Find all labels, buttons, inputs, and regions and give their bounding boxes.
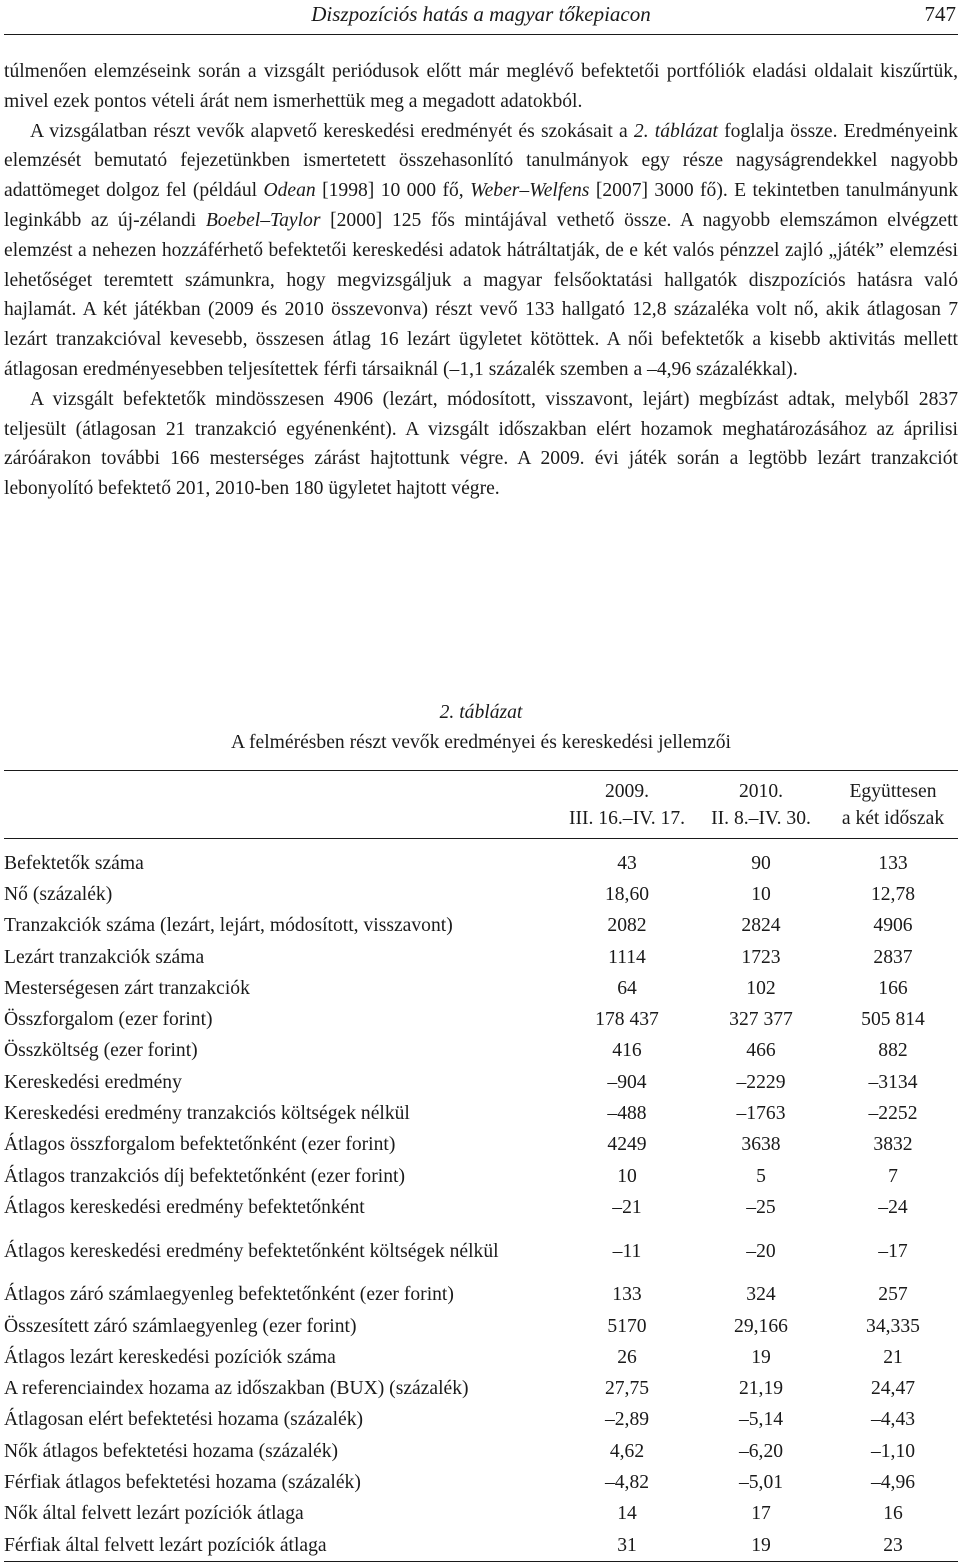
value-combined: 7 [888, 1165, 898, 1187]
value-2010: 2824 [741, 915, 781, 937]
paragraph-1: túlmenően elemzéseink során a vizsgált periódusok előtt már meglévő befektetői portfóliók eladási oldalait kiszűrtük, mivel ezek pontos vételi árát nem ismerhettük meg a megadott adatokból. [4, 61, 958, 112]
value-2010: 19 [751, 1534, 771, 1556]
table-header-row [4, 771, 958, 839]
value-2009: 4,62 [609, 1440, 645, 1462]
header-2010: 2010. II. 8.–IV. 30. [711, 781, 811, 829]
value-2010: 21,19 [738, 1378, 784, 1400]
row-label: Átlagos záró számlaegyenleg befektetőnként (ezer forint) [4, 1284, 454, 1306]
value-2009: 31 [617, 1534, 637, 1556]
value-combined: 133 [878, 852, 908, 874]
value-2009: 26 [617, 1346, 637, 1368]
table-row [4, 1405, 958, 1436]
header-combined: Együttesen a két időszak [841, 781, 945, 829]
value-2009: 2082 [607, 915, 647, 937]
row-label: Átlagos tranzakciós díj befektetőnként (ezer forint) [4, 1165, 405, 1187]
value-2009: 14 [617, 1503, 637, 1525]
table-row [4, 1067, 958, 1098]
value-combined: –24 [878, 1196, 908, 1218]
row-label: Átlagos összforgalom befektetőnként (ezer forint) [4, 1134, 396, 1156]
table-row [4, 1098, 958, 1129]
table-row [4, 1467, 958, 1498]
value-2010: –2229 [736, 1071, 786, 1093]
row-label: Átlagosan elért befektetési hozama (százalék) [4, 1409, 364, 1431]
table-label: 2. táblázat [439, 702, 523, 723]
value-2009: –2,89 [604, 1409, 650, 1431]
row-label: Lezárt tranzakciók száma [4, 946, 205, 968]
value-2009: 178 437 [595, 1009, 659, 1031]
header-label-column [4, 771, 560, 839]
value-combined: –17 [878, 1240, 908, 1262]
value-combined: 12,78 [870, 883, 916, 905]
table-row [4, 911, 958, 942]
row-label: Átlagos kereskedési eredmény befektetőnként [4, 1196, 365, 1218]
running-title: Diszpozíciós hatás a magyar tőkepiacon [311, 2, 651, 26]
value-2010: –5,14 [738, 1409, 784, 1431]
value-combined: 882 [878, 1040, 908, 1062]
value-combined: 3832 [873, 1134, 913, 1156]
header-2009: 2009. III. 16.–IV. 17. [568, 781, 686, 829]
row-label: Kereskedési eredmény [4, 1071, 182, 1093]
table-caption [4, 698, 958, 758]
value-2009: 416 [612, 1040, 642, 1062]
table-row [4, 1004, 958, 1035]
row-label: Befektetők száma [4, 852, 144, 874]
value-2009: 10 [617, 1165, 637, 1187]
row-label: A referenciaindex hozama az időszakban (BUX) (százalék) [4, 1378, 469, 1400]
value-combined: 23 [883, 1534, 903, 1556]
value-combined: 4906 [873, 915, 913, 937]
row-label: Férfiak átlagos befektetési hozama (százalék) [4, 1471, 361, 1493]
table-row [4, 1161, 958, 1192]
value-2009: 1114 [608, 946, 646, 968]
citation-weber-welfens: Weber–Welfens [470, 180, 590, 202]
value-2010: 29,166 [734, 1315, 788, 1337]
row-label: Átlagos lezárt kereskedési pozíciók száma [4, 1346, 336, 1368]
row-label: Nők átlagos befektetési hozama (százalék) [4, 1440, 339, 1462]
citation-odean: Odean [263, 180, 316, 202]
value-2010: 10 [751, 883, 771, 905]
table-row [4, 1342, 958, 1373]
value-2010: –1763 [736, 1103, 786, 1125]
value-2009: 64 [617, 977, 637, 999]
value-2009: 27,75 [604, 1378, 650, 1400]
value-2010: 3638 [741, 1134, 781, 1156]
table-row [4, 1280, 958, 1311]
citation-boebel-taylor: Boebel–Taylor [205, 209, 321, 231]
results-table [4, 770, 958, 1562]
value-2010: 19 [751, 1346, 771, 1368]
value-2009: 18,60 [604, 883, 650, 905]
table-reference: 2. táblázat [633, 120, 718, 142]
row-label: Átlagos kereskedési eredmény befektetőnként költségek nélkül [4, 1240, 499, 1262]
table-row [4, 879, 958, 910]
table-row [4, 1311, 958, 1342]
running-header [4, 0, 958, 34]
table-row [4, 839, 958, 880]
table-row [4, 1224, 958, 1280]
value-2009: 5170 [607, 1315, 647, 1337]
value-2009: –21 [612, 1196, 642, 1218]
page-number: 747 [924, 2, 956, 26]
table-row [4, 1192, 958, 1223]
value-combined: –3134 [868, 1071, 918, 1093]
row-label: Nők által felvett lezárt pozíciók átlaga [4, 1503, 304, 1525]
value-combined: –4,96 [870, 1471, 916, 1493]
value-combined: 166 [878, 977, 908, 999]
row-label: Kereskedési eredmény tranzakciós költségek nélkül [4, 1103, 410, 1125]
table-row [4, 1036, 958, 1067]
header-rule [4, 34, 958, 35]
value-combined: 21 [883, 1346, 903, 1368]
value-2010: 17 [751, 1503, 771, 1525]
table-row [4, 973, 958, 1004]
table-row [4, 1373, 958, 1404]
value-2010: 5 [756, 1165, 766, 1187]
value-2010: –20 [746, 1240, 776, 1262]
paragraph-3: A vizsgált befektetők mindösszesen 4906 (lezárt, módosított, visszavont, lejárt) megbízást adtak, melyből 2837 teljesült (átlagosan 21 tranzakció egyénenként). A vizsgált időszakban elért hozamok meghatározásához az áprilisi záróárakon további 166 mesterséges zárást hajtottunk végre. A 2009. évi játék során a legtöbb lezárt tranzakciót lebonyolító befektető 201, 2010-ben 180 ügyletet hajtott végre. [4, 388, 958, 500]
body-text [4, 57, 958, 504]
row-label: Mesterségesen zárt tranzakciók [4, 977, 250, 999]
value-2010: –6,20 [738, 1440, 784, 1462]
value-2010: 327 377 [729, 1009, 793, 1031]
value-combined: –1,10 [870, 1440, 916, 1462]
row-label: Nő (százalék) [4, 883, 113, 905]
value-2009: –488 [607, 1103, 647, 1125]
value-2009: –4,82 [604, 1471, 650, 1493]
table-row [4, 1130, 958, 1161]
value-2009: –11 [612, 1240, 642, 1262]
table-row [4, 942, 958, 973]
value-2009: 4249 [607, 1134, 647, 1156]
value-2009: –904 [607, 1071, 647, 1093]
value-2010: 1723 [741, 946, 781, 968]
table-row [4, 1436, 958, 1467]
value-2010: 324 [746, 1284, 776, 1306]
value-2010: 466 [746, 1040, 776, 1062]
row-label: Összköltség (ezer forint) [4, 1040, 198, 1062]
table-title: A felmérésben részt vevők eredményei és kereskedési jellemzői [231, 732, 731, 753]
value-2009: 43 [617, 852, 637, 874]
value-2009: 133 [612, 1284, 642, 1306]
value-2010: –5,01 [738, 1471, 784, 1493]
value-combined: 34,335 [866, 1315, 920, 1337]
value-combined: 16 [883, 1503, 903, 1525]
row-label: Összforgalom (ezer forint) [4, 1009, 213, 1031]
row-label: Férfiak által felvett lezárt pozíciók átlaga [4, 1534, 327, 1556]
table-body [4, 839, 958, 1562]
row-label: Összesített záró számlaegyenleg (ezer forint) [4, 1315, 357, 1337]
value-2010: –25 [746, 1196, 776, 1218]
page [4, 0, 959, 1556]
value-combined: 2837 [873, 946, 913, 968]
value-combined: –4,43 [870, 1409, 916, 1431]
value-combined: 257 [878, 1284, 908, 1306]
value-2010: 90 [751, 852, 771, 874]
table-row [4, 1499, 958, 1530]
value-combined: 505 814 [861, 1009, 925, 1031]
value-2010: 102 [746, 977, 776, 999]
value-combined: –2252 [868, 1103, 918, 1125]
table-row [4, 1530, 958, 1562]
row-label: Tranzakciók száma (lezárt, lejárt, módosított, visszavont) [4, 915, 453, 937]
value-combined: 24,47 [870, 1378, 916, 1400]
paragraph-2: A vizsgálatban részt vevők alapvető kereskedési eredményét és szokásait a 2. táblázat foglalja össze. Eredményeink elemzését bemutató fejezetünkben ismertetett összehasonlító tanulmányok egy része nagyságrendekkel nagyobb adattömeget dolgoz fel (például Odean [1998] 10 000 fő, Weber–Welfens [2007] 3000 fő). E tekintetben tanulmányunk leginkább az új-zélandi Boebel–Taylor [2000] 125 fős mintájával vethető össze. A nagyobb elemszámon elvégzett elemzést a nehezen hozzáférhető befektetői kereskedési adatok hátráltatják, de e két valós pénzzel zajló „játék” elemzési lehetőséget teremtett számunkra, hogy megvizsgáljuk a magyar felsőoktatási hallgatók diszpozíciós hatásra való hajlamát. A két játékban (2009 és 2010 összevonva) részt vevő 133 hallgató 12,8 százaléka volt nő, akik átlagosan 7 lezárt tranzakcióval kevesebb, összesen átlag 16 lezárt ügyletet kötöttek. A női befektetők a kisebb aktivitás mellett átlagosan eredményesebben teljesítettek férfi társaiknál (–1,1 százalék szemben a –4,96 százalékkal). [4, 120, 959, 380]
